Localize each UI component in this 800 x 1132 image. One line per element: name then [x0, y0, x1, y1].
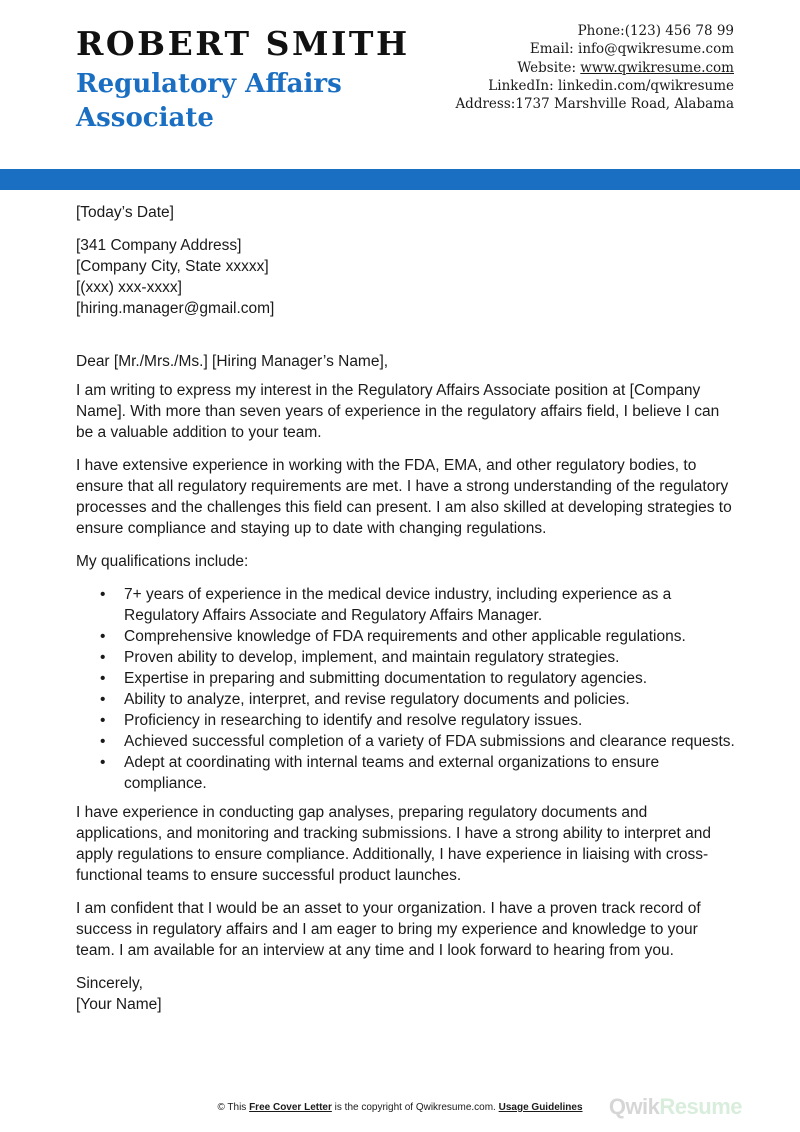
bullet-icon: • [100, 628, 106, 645]
list-item [100, 710, 736, 731]
sign-off: Sincerely, [76, 975, 143, 992]
recipient-address-line: [Company City, State xxxxx] [76, 258, 269, 275]
recipient-address-line: [hiring.manager@gmail.com] [76, 300, 275, 317]
qualification-text: Proficiency in researching to identify and resolve regulatory issues. [124, 712, 583, 729]
usage-guidelines-link[interactable]: Usage Guidelines [498, 1102, 583, 1113]
qualification-text: Adept at coordinating with internal teams and external organizations to ensure compliance. [124, 754, 660, 792]
contact-email: Email: info@qwikresume.com [529, 41, 734, 58]
paragraph-intro: I am writing to express my interest in the Regulatory Affairs Associate position at [Company Name]. With more than seven years of experience in the regulatory affairs field, I believe I can be a valuable addition to your team. [76, 382, 720, 441]
paragraph-experience: I have extensive experience in working with the FDA, EMA, and other regulatory bodies, to ensure that all regulatory requirements are met. I have a strong understanding of the regulatory processes and the challenges this field can present. I am also skilled at developing strategies to ensure compliance and staying up to date with changing regulations. [76, 457, 732, 537]
paragraph-closing: I am confident that I would be an asset to your organization. I have a proven track record of success in regulatory affairs and I am eager to bring my experience and knowledge to your team. I am available for an interview at any time and I look forward to hearing from you. [76, 900, 701, 959]
contact-address: Address:1737 Marshville Road, Alabama [455, 96, 734, 113]
contact-linkedin: LinkedIn: linkedin.com/qwikresume [488, 77, 734, 94]
bullet-icon: • [100, 670, 106, 687]
list-item [100, 668, 736, 689]
applicant-name: ROBERT SMITH [76, 24, 410, 63]
qualifications-intro: My qualifications include: [76, 553, 249, 570]
letter-date: [Today’s Date] [76, 204, 174, 221]
list-item [100, 731, 736, 752]
contact-website [434, 59, 734, 77]
contact-phone: Phone:(123) 456 78 99 [577, 23, 734, 39]
copyright-notice [0, 1102, 800, 1113]
bullet-icon: • [100, 712, 106, 729]
qualification-text: Expertise in preparing and submitting documentation to regulatory agencies. [124, 670, 648, 687]
page-footer [0, 1094, 800, 1132]
list-item [100, 626, 736, 647]
list-item [100, 647, 736, 668]
copyright-prefix: © This [217, 1102, 250, 1113]
qualification-text: 7+ years of experience in the medical device industry, including experience as a Regulatory Affairs Associate and Regulatory Affairs Manager. [124, 586, 672, 624]
recipient-address-line: [(xxx) xxx-xxxx] [76, 279, 182, 296]
contact-website-label: Website: [517, 59, 581, 76]
qualification-text: Achieved successful completion of a variety of FDA submissions and clearance requests. [124, 733, 735, 750]
recipient-address [76, 235, 736, 319]
list-item [100, 584, 736, 626]
letter-header [0, 0, 800, 170]
bullet-icon: • [100, 586, 106, 603]
letter-body [76, 202, 736, 1015]
qualification-text: Ability to analyze, interpret, and revise regulatory documents and policies. [124, 691, 630, 708]
bullet-icon: • [100, 754, 106, 771]
job-title: Regulatory Affairs Associate [76, 69, 342, 133]
copyright-middle: is the copyright of Qwikresume.com. [331, 1102, 496, 1113]
paragraph-skills: I have experience in conducting gap analyses, preparing regulatory documents and applications, and monitoring and tracking submissions. I have a strong ability to interpret and apply regulations to ensure compliance. Additionally, I have experience in liaising with cross-functional teams to ensure successful product launches. [76, 804, 711, 884]
recipient-address-line: [341 Company Address] [76, 237, 242, 254]
signature-name: [Your Name] [76, 996, 162, 1013]
salutation: Dear [Mr./Mrs./Ms.] [Hiring Manager’s Name], [76, 353, 389, 370]
qualifications-list [76, 584, 736, 794]
bullet-icon: • [100, 733, 106, 750]
qualification-text: Comprehensive knowledge of FDA requirements and other applicable regulations. [124, 628, 686, 645]
qualification-text: Proven ability to develop, implement, and maintain regulatory strategies. [124, 649, 620, 666]
contact-website-link[interactable]: www.qwikresume.com [580, 59, 734, 76]
header-accent-bar [0, 169, 800, 190]
list-item [100, 689, 736, 710]
contact-block [434, 22, 734, 113]
bullet-icon: • [100, 691, 106, 708]
bullet-icon: • [100, 649, 106, 666]
free-cover-letter-link[interactable]: Free Cover Letter [249, 1102, 332, 1113]
logo-text-qwik: Qwik [608, 1094, 660, 1119]
logo-text-resume: Resume [659, 1094, 742, 1119]
list-item [100, 752, 736, 794]
